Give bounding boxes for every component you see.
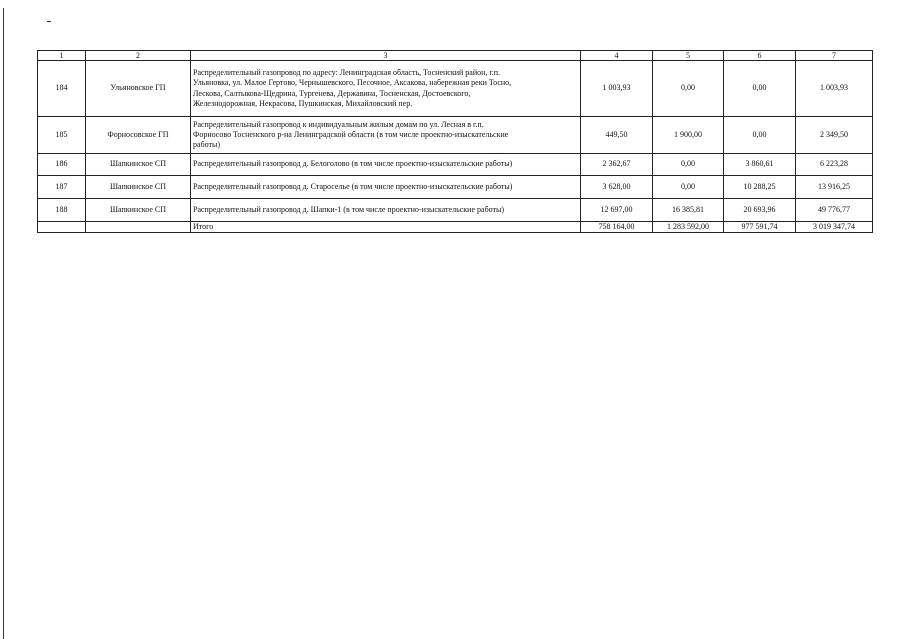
description-line: Распределительный газопровод д. Староселье (в том числе проектно-изыскательские работы) [193,181,513,191]
scan-mark [47,21,51,22]
header-col-3: 3 [191,51,581,61]
row-description [191,117,581,154]
header-row [38,51,873,61]
row-col7: 6 223,28 [796,154,873,176]
row-number: 184 [38,61,86,117]
description-line: Железнодорожная, Некрасова, Пушкинская, Михайловский пер. [193,98,413,108]
row-settlement: Шапкинское СП [86,199,191,222]
row-col5: 1 900,00 [653,117,724,154]
row-col5: 0,00 [653,176,724,199]
table-row [38,176,873,199]
row-col4: 12 697,00 [581,199,653,222]
row-description [191,199,581,222]
table-row [38,117,873,154]
row-col5: 0,00 [653,61,724,117]
header-col-7: 7 [796,51,873,61]
row-number: 186 [38,154,86,176]
table-row [38,61,873,117]
row-col4: 449,50 [581,117,653,154]
total-col7: 3 019 347,74 [796,222,873,233]
row-col6: 20 693,96 [724,199,796,222]
header-col-4: 4 [581,51,653,61]
row-col7: 49 776,77 [796,199,873,222]
row-col6: 0,00 [724,117,796,154]
row-col5: 0,00 [653,154,724,176]
row-col4: 2 362,67 [581,154,653,176]
description-line: Распределительный газопровод д. Шапки-1 (в том числе проектно-изыскательские работы) [193,204,505,214]
budget-table [37,50,873,233]
table-row [38,199,873,222]
row-col6: 10 288,25 [724,176,796,199]
row-col6: 3 860,61 [724,154,796,176]
description-line: Ульяновка, ул. Малое Гертово, Чернышевского, Песочное, Аксакова, набережная реки Тосно, [193,78,512,88]
row-number: 188 [38,199,86,222]
description-line: Лескова, Салтыкова-Щедрина, Тургенева, Державина, Тосненская, Достоевского, [193,88,471,98]
row-settlement: Форносовское ГП [86,117,191,154]
description-line: Распределительный газопровод к индивидуальным жилым домам по ул. Лесная в г.п. [193,119,484,129]
description-line: Форносово Тосненского р-на Ленинградской области (в том числе проектно-изыскательские [193,129,509,139]
total-col6: 977 591,74 [724,222,796,233]
description-line: Распределительный газопровод по адресу: Ленинградская область, Тосненский район, г.п. [193,67,501,77]
row-description [191,154,581,176]
row-col5: 16 385,81 [653,199,724,222]
header-col-1: 1 [38,51,86,61]
description-line: Распределительный газопровод д. Белоголово (в том числе проектно-изыскательские работы) [193,159,513,169]
row-description [191,61,581,117]
header-col-6: 6 [724,51,796,61]
row-settlement: Шапкинское СП [86,154,191,176]
row-number: 185 [38,117,86,154]
total-col4: 758 164,00 [581,222,653,233]
row-col4: 3 628,00 [581,176,653,199]
row-col4: 1 003,93 [581,61,653,117]
total-row [38,222,873,233]
row-description [191,176,581,199]
row-settlement: Шапкинское СП [86,176,191,199]
description-line: работы) [193,140,221,150]
table-row [38,154,873,176]
row-col6: 0,00 [724,61,796,117]
row-col7: 1 003,93 [796,61,873,117]
row-col7: 13 916,25 [796,176,873,199]
row-col7: 2 349,50 [796,117,873,154]
header-col-5: 5 [653,51,724,61]
row-number: 187 [38,176,86,199]
row-settlement: Ульяновское ГП [86,61,191,117]
header-col-2: 2 [86,51,191,61]
total-col5: 1 283 592,00 [653,222,724,233]
page-edge-line [3,8,4,639]
total-label: Итого [191,222,581,233]
